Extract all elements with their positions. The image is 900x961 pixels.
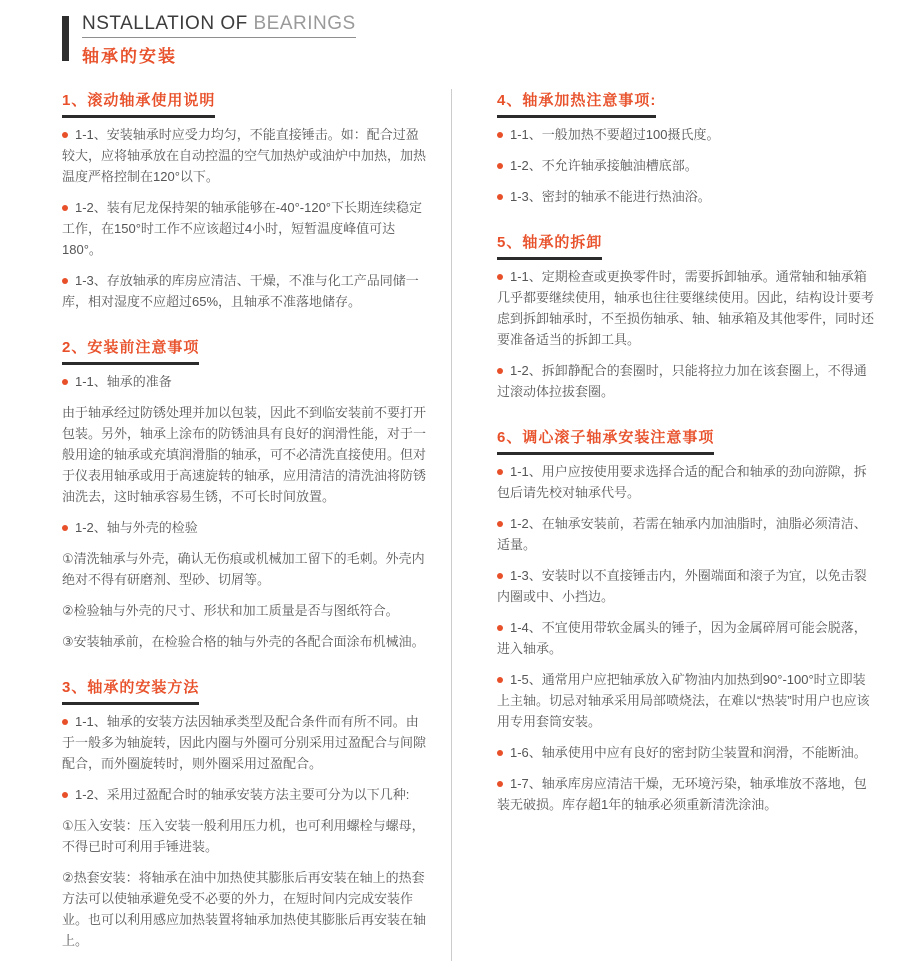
bullet-icon [62,792,68,798]
bullet-icon [497,274,503,280]
section [497,412,875,815]
content-columns [62,89,875,961]
paragraph: ③安装轴承前，在检验合格的轴与外壳的各配合面涂布机械油。 [62,634,425,649]
list-item: 1-2、装有尼龙保持架的轴承能够在-40°-120°下长期连续稳定工作，在150°时工作不应该超过4小时，短暂温度峰值可达180°。 [62,200,422,257]
bullet-icon [62,205,68,211]
bullet-icon [497,573,503,579]
section [497,89,875,207]
bullet-icon [62,132,68,138]
list-item: 1-4、不宜使用带软金属头的锤子，因为金属碎屑可能会脱落，进入轴承。 [497,620,867,656]
list-item: 1-3、密封的轴承不能进行热油浴。 [497,186,875,207]
bullet-icon [497,132,503,138]
section [62,89,431,312]
list-item: 1-7、轴承库房应清洁干燥，无环境污染，轴承堆放不落地，包装无破损。库存超1年的轴承必须重新清洗涂油。 [497,776,867,812]
bullet-icon [497,625,503,631]
title-chinese: 轴承的安装 [82,47,177,66]
list-item: 1-2、轴与外壳的检验 [62,517,431,538]
list-item: 1-1、定期检查或更换零件时，需要拆卸轴承。通常轴和轴承箱几乎都要继续使用，轴承也往往要继续使用。因此，结构设计要考虑到拆卸轴承时，不至损伤轴承、轴、轴承箱及其他零件，同时还要准备适当的拆卸工具。 [497,269,875,347]
bullet-icon [497,469,503,475]
section [62,662,431,951]
list-item: 1-2、不允许轴承接触油槽底部。 [497,155,875,176]
section-title: 3、轴承的安装方法 [62,676,199,705]
title-english-main: NSTALLATION OF [82,13,248,34]
list-item: 1-5、通常用户应把轴承放入矿物油内加热到90°-100°时立即装上主轴。切忌对轴承采用局部喷烧法，在难以“热装”时用户也应该用专用套筒安装。 [497,672,870,729]
bullet-icon [497,781,503,787]
bullet-icon [497,163,503,169]
title-english-sub: BEARINGS [253,13,356,34]
header-titles [82,13,356,67]
list-item: 1-2、在轴承安装前，若需在轴承内加油脂时，油脂必须清洁、适量。 [497,516,867,552]
section-title: 6、调心滚子轴承安装注意事项 [497,426,714,455]
list-item: 1-3、存放轴承的库房应清洁、干燥，不准与化工产品同储一库，相对湿度不应超过65%，且轴承不准落地储存。 [62,273,419,309]
bullet-icon [497,368,503,374]
list-item: 1-2、拆卸静配合的套圈时，只能将拉力加在该套圈上，不得通过滚动体拉拔套圈。 [497,363,867,399]
document-header [62,13,875,67]
section-title: 5、轴承的拆卸 [497,231,602,260]
list-item: 1-2、采用过盈配合时的轴承安装方法主要可分为以下几种: [62,784,431,805]
section-title: 2、安装前注意事项 [62,336,199,365]
title-english [82,13,356,38]
list-item: 1-6、轴承使用中应有良好的密封防尘装置和润滑，不能断油。 [497,742,875,763]
list-item: 1-3、安装时以不直接锤击内，外圈端面和滚子为宜，以免击裂内圈或中、小挡边。 [497,568,867,604]
section-title: 4、轴承加热注意事项: [497,89,656,118]
paragraph: 由于轴承经过防锈处理并加以包装，因此不到临安装前不要打开包装。另外，轴承上涂布的防锈油具有良好的润滑性能，对于一般用途的轴承或充填润滑脂的轴承，可不必清洗直接使用。但对于仪表用轴承或用于高速旋转的轴承，应用清洁的清洗油将防锈油洗去，这时轴承容易生锈，不可长时间放置。 [62,405,427,504]
column-right [452,89,875,961]
bullet-icon [497,677,503,683]
bullet-icon [62,525,68,531]
bullet-icon [497,750,503,756]
paragraph: ②检验轴与外壳的尺寸、形状和加工质量是否与图纸符合。 [62,603,399,618]
paragraph: ①清洗轴承与外壳，确认无伤痕或机械加工留下的毛刺。外壳内绝对不得有研磨剂、型砂、切屑等。 [62,551,425,587]
section [62,322,431,652]
column-left [62,89,452,961]
section [497,217,875,402]
bullet-icon [62,379,68,385]
paragraph: ①压入安装：压入安装一般利用压力机，也可利用螺栓与螺母，不得已时可利用手锤进装。 [62,818,425,854]
list-item: 1-1、轴承的安装方法因轴承类型及配合条件而有所不同。由于一般多为轴旋转，因此内圈与外圈可分别采用过盈配合与间隙配合，而外圈旋转时，则外圈采用过盈配合。 [62,714,427,771]
list-item: 1-1、一般加热不要超过100摄氏度。 [497,124,875,145]
bullet-icon [62,719,68,725]
paragraph: ②热套安装：将轴承在油中加热使其膨胀后再安装在轴上的热套方法可以使轴承避免受不必要的外力，在短时间内完成安装作业。也可以利用感应加热装置将轴承加热使其膨胀后再安装在轴上。 [62,870,427,948]
bullet-icon [62,278,68,284]
header-accent-bar-icon [62,16,69,61]
bullet-icon [497,194,503,200]
list-item: 1-1、安装轴承时应受力均匀，不能直接锤击。如：配合过盈较大，应将轴承放在自动控温的空气加热炉或油炉中加热，加热温度严格控制在120°以下。 [62,127,427,184]
list-item: 1-1、用户应按使用要求选择合适的配合和轴承的劲向游隙，拆包后请先校对轴承代号。 [497,464,867,500]
list-item: 1-1、轴承的准备 [62,371,431,392]
section-title: 1、滚动轴承使用说明 [62,89,215,118]
bullet-icon [497,521,503,527]
